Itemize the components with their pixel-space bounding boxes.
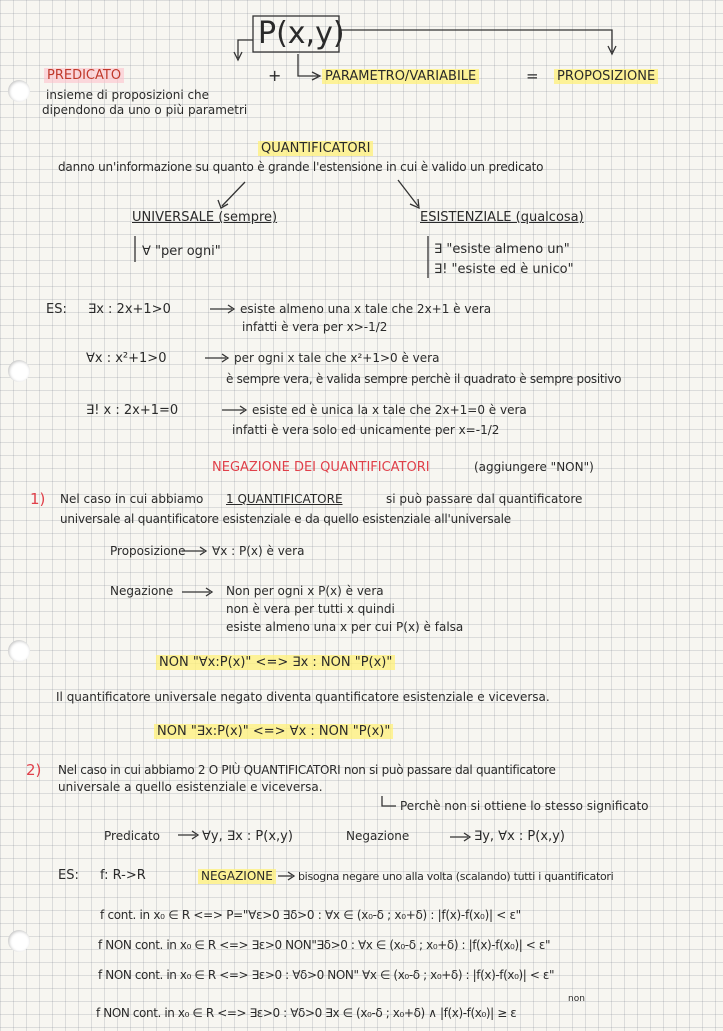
predicato-def-line1: insieme di proposizioni che — [46, 88, 210, 102]
example-1-text: esiste almeno una x tale che 2x+1 è vera — [240, 302, 492, 316]
example-1-formula: ∃x : 2x+1>0 — [88, 302, 171, 317]
example-3-text: esiste ed è unica la x tale che 2x+1=0 è vera — [252, 403, 527, 417]
negazione-example-text2: non è vera per tutti x quindi — [226, 602, 395, 616]
final-negazione-text: bisogna negare uno alla volta (scalando) tutti i quantificatori — [298, 870, 614, 883]
equals-sign: = — [526, 67, 539, 85]
non-note: non — [568, 994, 585, 1004]
universale-title: UNIVERSALE (sempre) — [132, 210, 278, 225]
predicato-def-line2: dipendono da uno o più parametri — [42, 103, 248, 117]
quantificatori-desc: danno un'informazione su quanto è grande l'estensione in cui è valido un predicato — [58, 160, 544, 174]
predicato-example-formula: ∀y, ∃x : P(x,y) — [202, 829, 293, 844]
final-negazione-label: NEGAZIONE — [198, 869, 276, 884]
example-3-text2: infatti è vera solo ed unicamente per x=-1/2 — [232, 423, 500, 437]
parametro-label: PARAMETRO/VARIABILE — [322, 69, 479, 84]
esistenziale-symbol-2: ∃! "esiste ed è unico" — [434, 262, 574, 277]
continuity-line-4: f NON cont. in x₀ ∈ R <=> ∃ε>0 : ∀δ>0 ∃x ∈ (x₀-δ ; x₀+δ) ∧ |f(x)-f(x₀)| ≥ ε — [96, 1006, 517, 1020]
esistenziale-title: ESISTENZIALE (qualcosa) — [420, 210, 584, 225]
esistenziale-symbol-1: ∃ "esiste almeno un" — [434, 242, 570, 257]
example-1-text2: infatti è vera per x>-1/2 — [242, 320, 388, 334]
negazione2-label: Negazione — [346, 829, 410, 843]
example-2-formula: ∀x : x²+1>0 — [86, 351, 167, 366]
universale-symbol: ∀ "per ogni" — [142, 244, 221, 259]
continuity-line-2: f NON cont. in x₀ ∈ R <=> ∃ε>0 NON"∃δ>0 : ∀x ∈ (x₀-δ ; x₀+δ) : |f(x)-f(x₀)| < ε" — [98, 938, 551, 952]
negazione-example-label: Negazione — [110, 584, 174, 598]
p2-note: Perchè non si ottiene lo stesso significato — [400, 799, 649, 813]
point-1-number: 1) — [30, 490, 46, 508]
final-example-label: ES: — [58, 868, 79, 883]
final-example-func: f: R->R — [100, 868, 146, 883]
p1-line1-pre: Nel caso in cui abbiamo — [60, 492, 204, 506]
p1-highlight: 1 QUANTIFICATORE — [226, 492, 343, 506]
continuity-line-1: f cont. in x₀ ∈ R <=> P="∀ε>0 ∃δ>0 : ∀x ∈ (x₀-δ ; x₀+δ) : |f(x)-f(x₀)| < ε" — [100, 908, 521, 922]
p1-line1-post: si può passare dal quantificatore — [386, 492, 583, 506]
p2-line2: universale a quello esistenziale e viceversa. — [58, 780, 323, 794]
viceversa-text: Il quantificatore universale negato diventa quantificatore esistenziale e viceversa. — [56, 690, 550, 704]
arrow-to-universale — [222, 182, 245, 206]
negation-formula-2: NON "∃x:P(x)" <=> ∀x : NON "P(x)" — [154, 724, 393, 739]
esempi-label: ES: — [46, 302, 67, 317]
predicato-example-label: Predicato — [104, 829, 161, 843]
negazione-title: NEGAZIONE DEI QUANTIFICATORI — [212, 460, 430, 475]
negazione-example-text3: esiste almeno una x per cui P(x) è falsa — [226, 620, 464, 634]
example-2-text2: è sempre vera, è valida sempre perchè il quadrato è sempre positivo — [226, 372, 622, 386]
p2-line1: Nel caso in cui abbiamo 2 O PIÙ QUANTIFICATORI non si può passare dal quantificatore — [58, 763, 556, 777]
example-2-text: per ogni x tale che x²+1>0 è vera — [234, 351, 440, 365]
negation-formula-1: NON "∀x:P(x)" <=> ∃x : NON "P(x)" — [156, 655, 395, 670]
example-3-formula: ∃! x : 2x+1=0 — [86, 403, 179, 418]
negazione-title-note: (aggiungere "NON") — [474, 460, 594, 474]
arrow-to-esistenziale — [398, 180, 418, 206]
proposizione-label: PROPOSIZIONE — [554, 69, 658, 84]
p1-line2: universale al quantificatore esistenziale e da quello esistenziale all'universale — [60, 512, 511, 526]
point-2-number: 2) — [26, 761, 42, 779]
formula-pxy: P(x,y) — [258, 16, 345, 51]
negazione2-formula: ∃y, ∀x : P(x,y) — [474, 829, 565, 844]
negazione-example-text1: Non per ogni x P(x) è vera — [226, 584, 384, 598]
proposizione-example-label: Proposizione — [110, 544, 186, 558]
plus-sign: + — [268, 66, 282, 85]
arrow-to-proposizione — [340, 30, 612, 52]
continuity-line-3: f NON cont. in x₀ ∈ R <=> ∃ε>0 : ∀δ>0 NON" ∀x ∈ (x₀-δ ; x₀+δ) : |f(x)-f(x₀)| < ε" — [98, 968, 555, 982]
arrow-to-parametro — [298, 54, 318, 76]
proposizione-example-text: ∀x : P(x) è vera — [212, 544, 305, 558]
predicato-label: PREDICATO — [44, 68, 124, 83]
quantificatori-title: QUANTIFICATORI — [258, 141, 373, 156]
